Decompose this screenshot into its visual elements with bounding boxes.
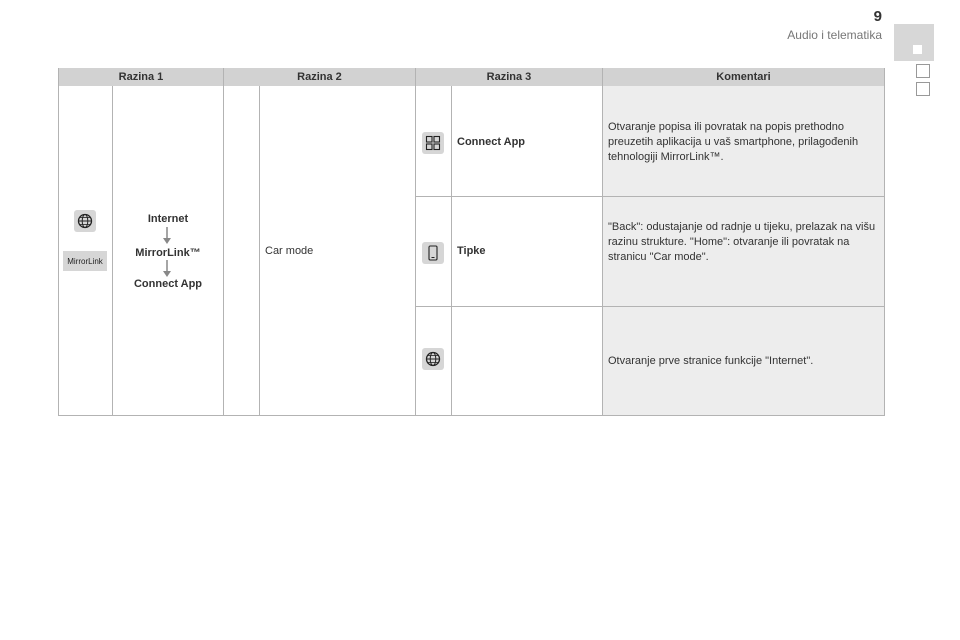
phone-icon	[422, 242, 444, 264]
col-header-level3: Razina 3	[415, 68, 602, 86]
level2-car-mode: Car mode	[265, 245, 314, 257]
mirrorlink-logo: MirrorLink	[63, 251, 107, 271]
grid-line	[884, 86, 885, 416]
page-number: 9	[873, 8, 882, 25]
chapter-box-1	[916, 64, 930, 78]
col-header-comments: Komentari	[602, 68, 885, 86]
comment-connect-app: Otvaranje popisa ili povratak na popis prethodno preuzetih aplikacija u vaš smartphone, prilagođenih tehnologiji MirrorLink™.	[608, 121, 859, 163]
level1-mirrorlink: MirrorLink™	[135, 247, 201, 259]
section-title: Audio i telematika	[787, 28, 882, 42]
grid-line	[415, 306, 885, 307]
comment-buttons: "Back": odustajanje od radnje u tijeku, prelazak na višu razinu strukture. "Home": otvaranje ili povratak na stranicu "Car mode".	[608, 221, 876, 263]
grid-line	[223, 86, 224, 416]
level1-internet: Internet	[147, 213, 189, 225]
apps-grid-icon	[422, 132, 444, 154]
grid-line	[259, 86, 260, 416]
chapter-box-2	[916, 82, 930, 96]
grid-line	[415, 196, 885, 197]
grid-line	[415, 86, 416, 416]
level3-buttons: Tipke	[457, 245, 486, 257]
grid-line	[58, 415, 885, 416]
chapter-tab	[894, 24, 934, 61]
chapter-tab-marker	[913, 45, 922, 54]
globe-icon	[74, 210, 96, 232]
col-header-level1: Razina 1	[58, 68, 223, 86]
grid-line	[58, 86, 59, 416]
grid-line	[602, 86, 603, 416]
comment-internet: Otvaranje prve stranice funkcije "Internet".	[608, 355, 814, 367]
grid-line	[451, 86, 452, 416]
menu-table	[58, 68, 885, 416]
col-header-level2: Razina 2	[223, 68, 415, 86]
globe-icon	[422, 348, 444, 370]
level1-connect-app: Connect App	[133, 278, 203, 290]
level3-connect-app: Connect App	[457, 136, 526, 148]
